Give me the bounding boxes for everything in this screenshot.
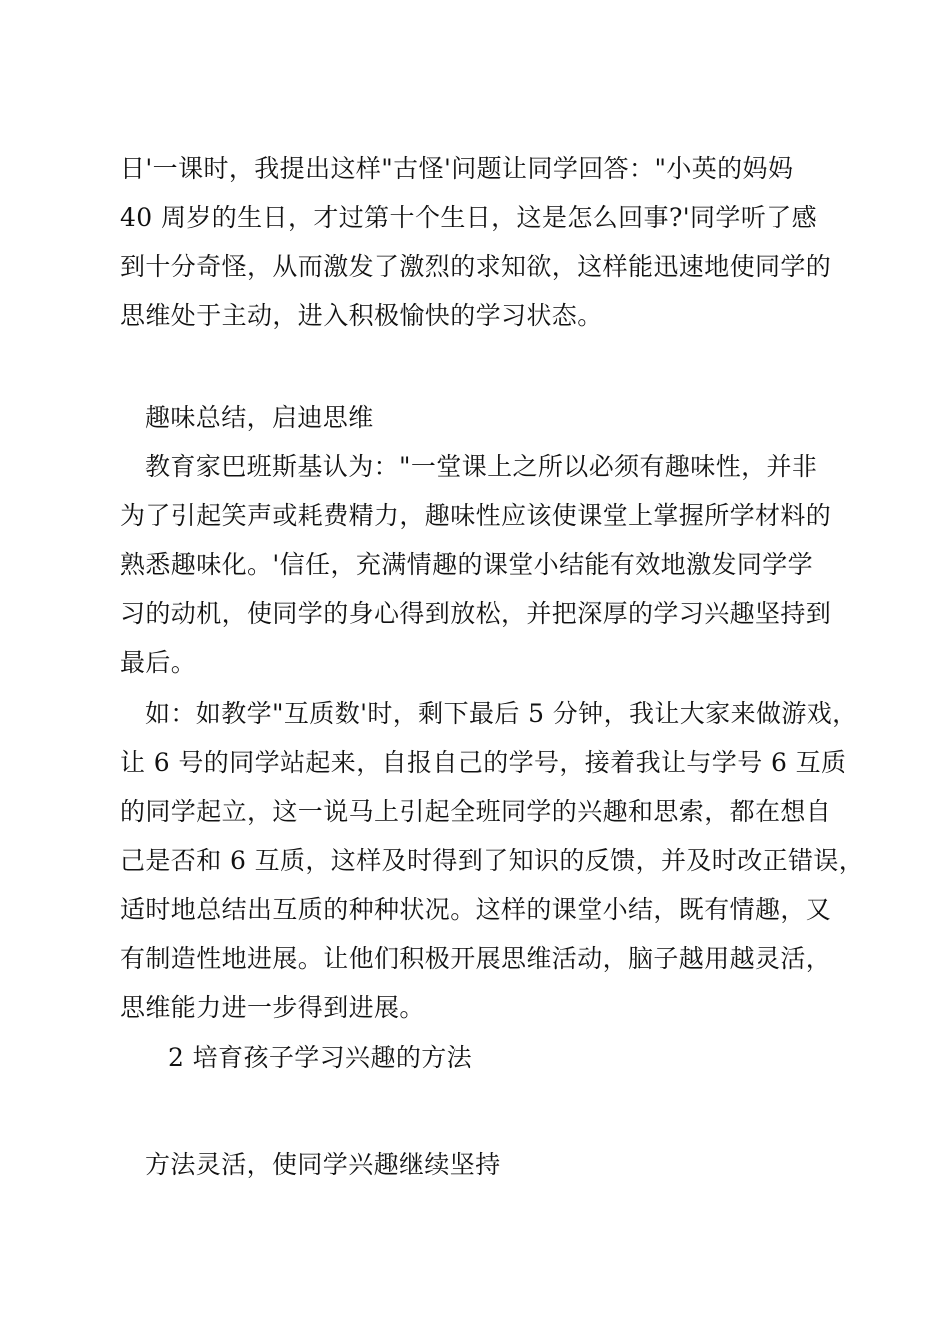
paragraph-2-line-2: 为了引起笑声或耗费精力，趣味性应该使课堂上掌握所学材料的 (120, 501, 832, 530)
section-heading-fun-summary: 趣味总结，启迪思维 (145, 403, 374, 432)
section-heading-methods: 2 培育孩子学习兴趣的方法 (168, 1043, 473, 1072)
paragraph-2-line-5: 最后。 (120, 648, 197, 677)
paragraph-1-line-4: 思维处于主动，进入积极愉快的学习状态。 (120, 301, 603, 330)
paragraph-2-line-3: 熟悉趣味化。'信任，充满情趣的课堂小结能有效地激发同学学 (120, 550, 814, 579)
paragraph-3-line-5: 适时地总结出互质的种种状况。这样的课堂小结，既有情趣，又 (120, 895, 832, 924)
paragraph-3-line-2: 让 6 号的同学站起来，自报自己的学号，接着我让与学号 6 互质 (120, 748, 847, 777)
paragraph-3-line-1: 如：如教学"互质数'时，剩下最后 5 分钟，我让大家来做游戏， (145, 699, 858, 728)
section-heading-flexible-methods: 方法灵活，使同学兴趣继续坚持 (145, 1150, 501, 1179)
paragraph-1-line-2: 40 周岁的生日，才过第十个生日，这是怎么回事?'同学听了感 (120, 203, 818, 232)
paragraph-2-line-1: 教育家巴班斯基认为："一堂课上之所以必须有趣味性，并非 (145, 452, 818, 481)
paragraph-1-line-1: 日'一课时，我提出这样"古怪'问题让同学回答："小英的妈妈 (120, 154, 794, 183)
paragraph-3-line-7: 思维能力进一步得到进展。 (120, 993, 425, 1022)
paragraph-2-line-4: 习的动机，使同学的身心得到放松，并把深厚的学习兴趣坚持到 (120, 599, 832, 628)
paragraph-3-line-3: 的同学起立，这一说马上引起全班同学的兴趣和思索，都在想自 (120, 797, 832, 826)
paragraph-3-line-6: 有制造性地进展。让他们积极开展思维活动，脑子越用越灵活， (120, 944, 832, 973)
paragraph-1-line-3: 到十分奇怪，从而激发了激烈的求知欲，这样能迅速地使同学的 (120, 252, 832, 281)
paragraph-3-line-4: 己是否和 6 互质，这样及时得到了知识的反馈，并及时改正错误， (120, 846, 865, 875)
